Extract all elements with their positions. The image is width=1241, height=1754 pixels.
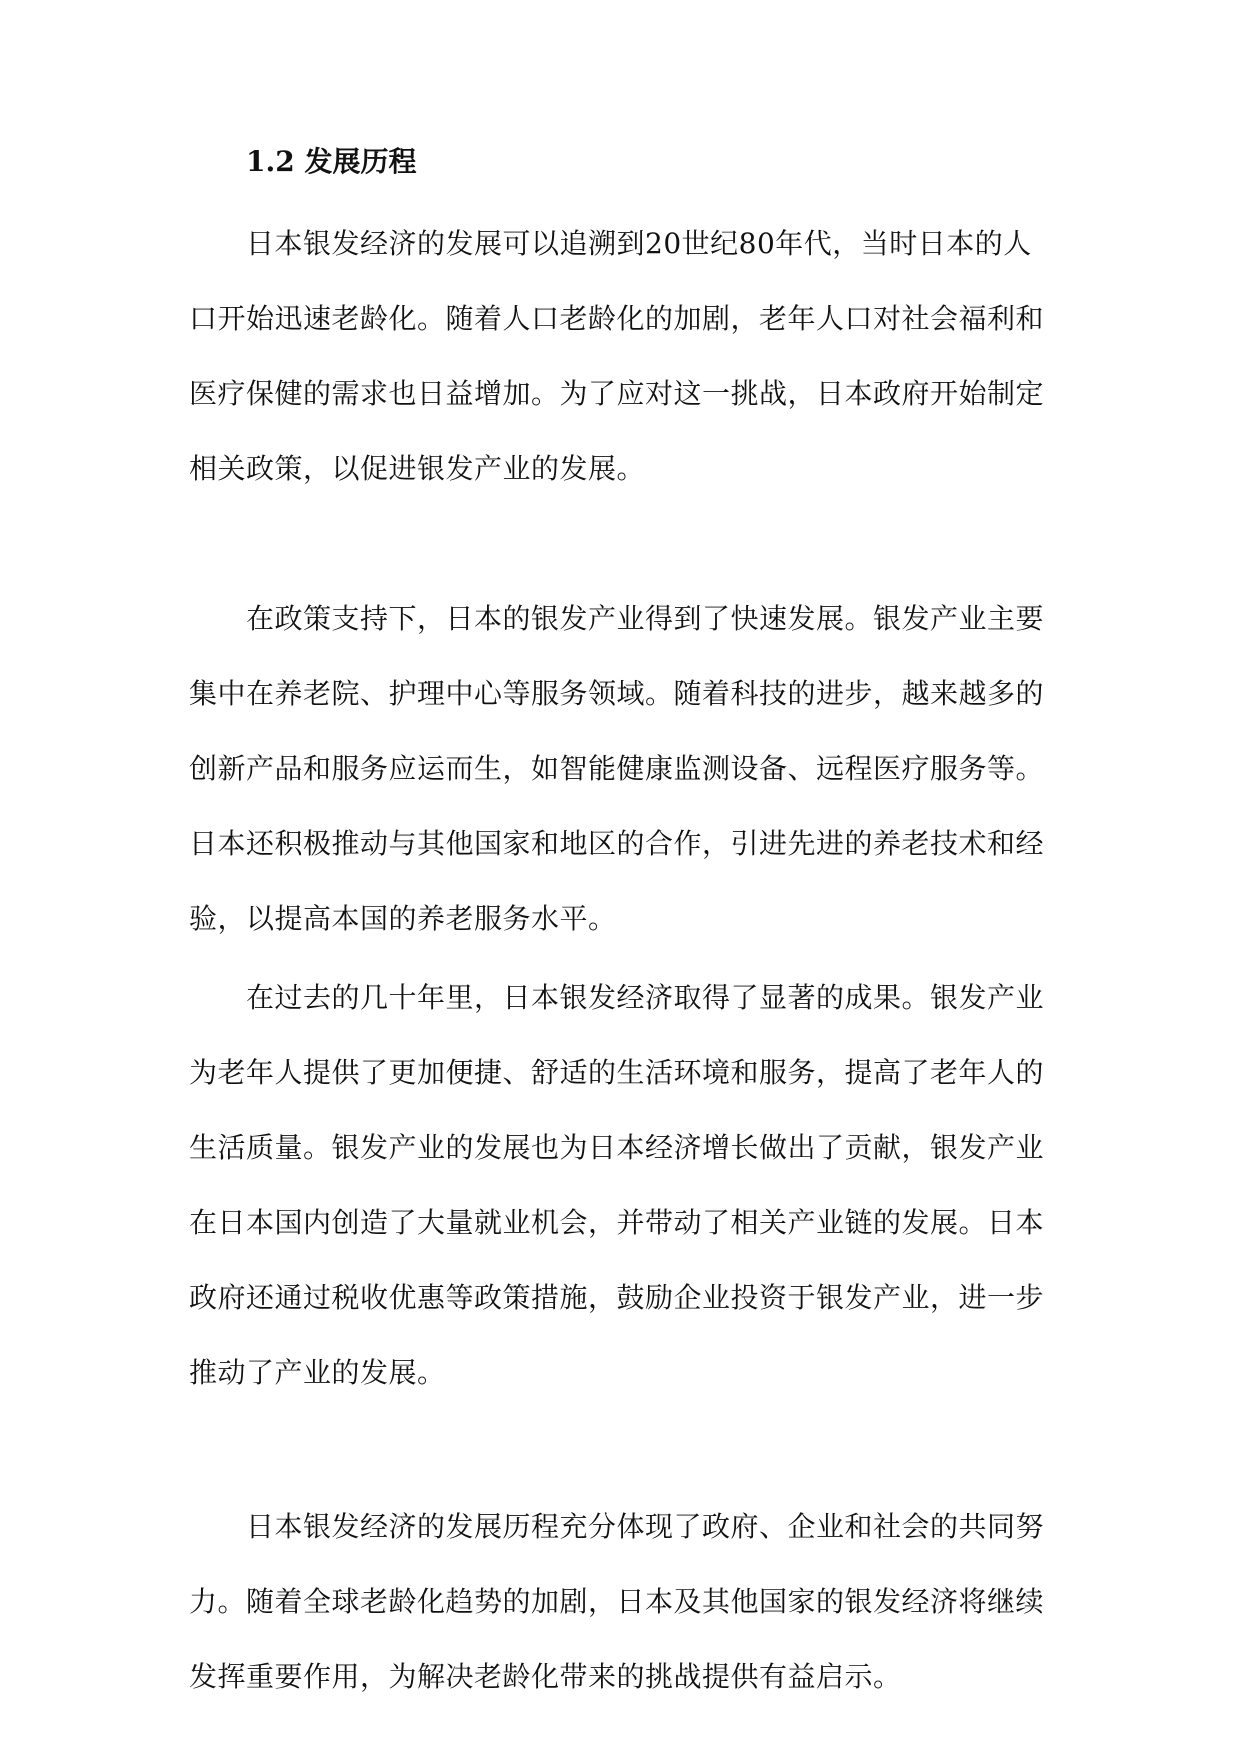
paragraph-line: 力。随着全球老龄化趋势的加剧，日本及其他国家的银发经济将继续	[189, 1585, 1045, 1618]
paragraph-line: 生活质量。银发产业的发展也为日本经济增长做出了贡献，银发产业	[189, 1131, 1045, 1164]
paragraph-line: 在日本国内创造了大量就业机会，并带动了相关产业链的发展。日本	[189, 1206, 1045, 1239]
section-heading: 1.2 发展历程	[246, 145, 417, 178]
paragraph-line: 为老年人提供了更加便捷、舒适的生活环境和服务，提高了老年人的	[189, 1056, 1045, 1089]
paragraph-line: 日本银发经济的发展可以追溯到20世纪80年代，当时日本的人	[246, 227, 1032, 260]
paragraph-line: 集中在养老院、护理中心等服务领域。随着科技的进步，越来越多的	[189, 677, 1045, 710]
paragraph-line: 日本银发经济的发展历程充分体现了政府、企业和社会的共同努	[246, 1510, 1045, 1543]
paragraph-line: 医疗保健的需求也日益增加。为了应对这一挑战，日本政府开始制定	[189, 377, 1045, 410]
paragraph-line: 日本还积极推动与其他国家和地区的合作，引进先进的养老技术和经	[189, 827, 1045, 860]
paragraph-line: 相关政策，以促进银发产业的发展。	[189, 452, 646, 485]
paragraph-line: 口开始迅速老龄化。随着人口老龄化的加剧，老年人口对社会福利和	[189, 302, 1045, 335]
paragraph-1	[189, 206, 1054, 506]
paragraph-line: 在过去的几十年里，日本银发经济取得了显著的成果。银发产业	[246, 981, 1045, 1014]
paragraph-line: 在政策支持下，日本的银发产业得到了快速发展。银发产业主要	[246, 602, 1045, 635]
paragraph-line: 发挥重要作用，为解决老龄化带来的挑战提供有益启示。	[189, 1660, 902, 1693]
paragraph-4	[189, 1489, 1054, 1714]
paragraph-line: 政府还通过税收优惠等政策措施，鼓励企业投资于银发产业，进一步	[189, 1281, 1045, 1314]
paragraph-3	[189, 960, 1054, 1410]
paragraph-line: 验，以提高本国的养老服务水平。	[189, 902, 617, 935]
paragraph-2	[189, 581, 1054, 956]
paragraph-line: 推动了产业的发展。	[189, 1356, 446, 1389]
paragraph-line: 创新产品和服务应运而生，如智能健康监测设备、远程医疗服务等。	[189, 752, 1045, 785]
